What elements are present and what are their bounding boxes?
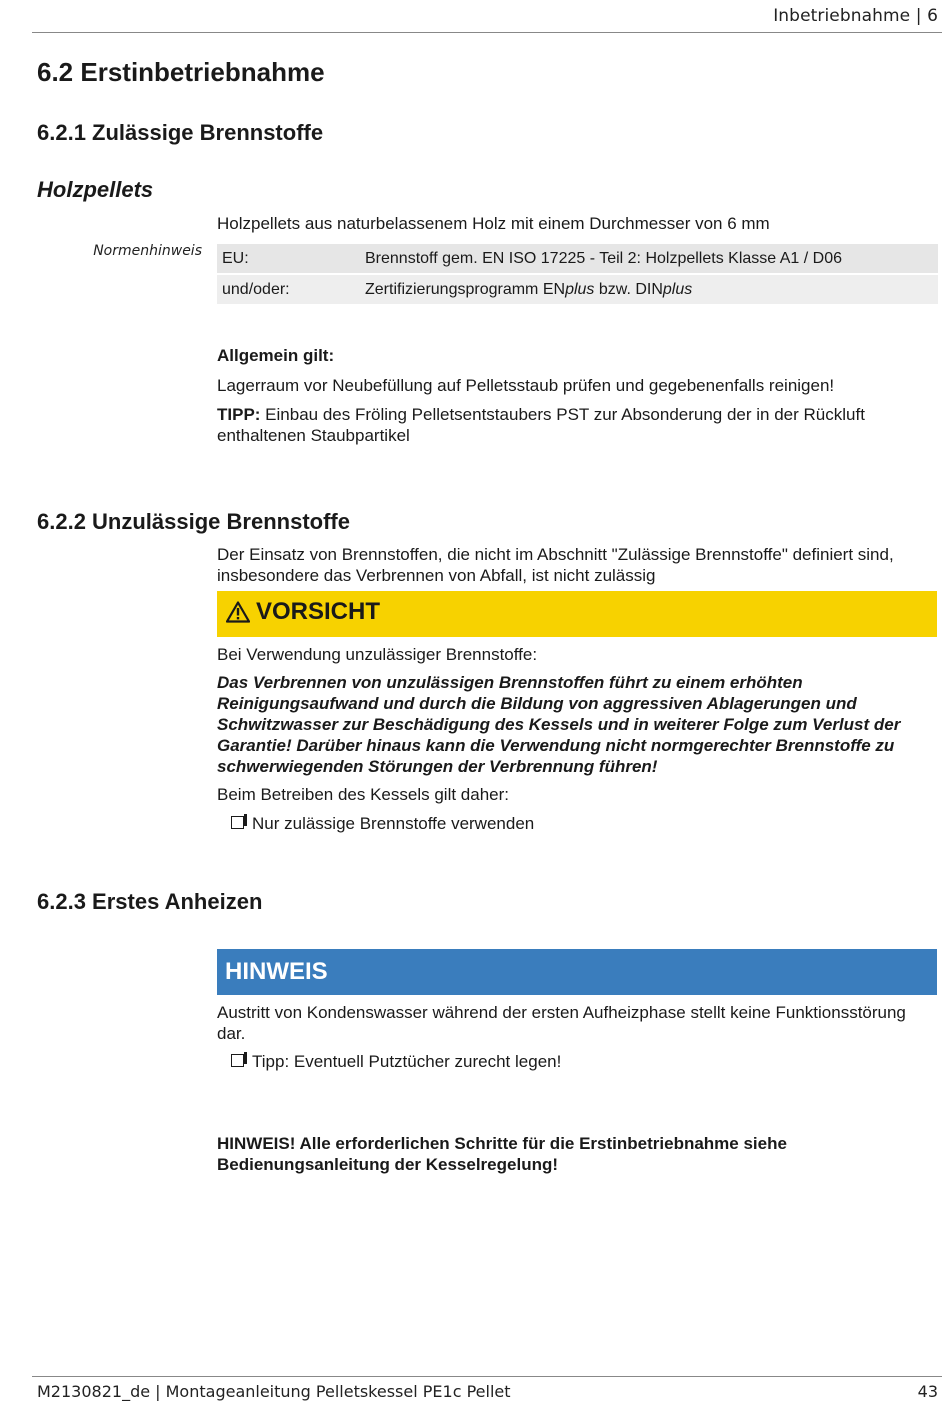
table-cell-label: EU:: [217, 244, 360, 274]
page-number: 43: [917, 1382, 938, 1401]
tip-label: TIPP:: [217, 405, 261, 424]
cert-text-part: Zertifizierungsprogramm EN: [365, 280, 566, 298]
general-heading: Allgemein gilt:: [217, 346, 335, 365]
wood-pellets-heading: Holzpellets: [37, 177, 154, 202]
subsection-title-prohibited-fuels: 6.2.2 Unzulässige Brennstoffe: [37, 509, 350, 534]
tip-text: Einbau des Fröling Pelletsentstaubers PST zur Absonderung der in der Rückluft enthaltenen Staubpartikel: [217, 405, 865, 445]
general-text: Lagerraum vor Neubefüllung auf Pelletsstaub prüfen und gegebenenfalls reinigen!: [217, 376, 835, 395]
standards-table: [217, 244, 938, 304]
table-cell-value: [360, 274, 938, 304]
caution-body: Das Verbrennen von unzulässigen Brennstoffen führt zu einem erhöhten Reinigungsaufwand und durch die Bildung von aggressiven Ablagerungen und Schwitzwasser zur Beschädigung des Kessels und in weiterer Folge zum Verlust der Garantie! Darüber hinaus kann die Verwendung nicht normgerechter Brennstoffe zu schwerwiegenden Störungen der Verbrennung führen!: [217, 673, 901, 776]
notice-text: Austritt von Kondenswasser während der ersten Aufheizphase stellt keine Funktionsstörung dar.: [217, 1003, 906, 1043]
notice-action-text: Tipp: Eventuell Putztücher zurecht legen!: [252, 1052, 562, 1071]
cert-text-part: bzw. DIN: [594, 280, 663, 298]
running-header: Inbetriebnahme | 6: [773, 6, 938, 26]
final-notice: HINWEIS! Alle erforderlichen Schritte für die Erstinbetriebnahme siehe Bedienungsanleitung der Kesselregelung!: [217, 1134, 787, 1174]
notice-title: HINWEIS: [225, 958, 328, 985]
footer-rule: [32, 1376, 942, 1377]
table-cell-value: Brennstoff gem. EN ISO 17225 - Teil 2: Holzpellets Klasse A1 / D06: [360, 244, 938, 274]
header-rule: [32, 32, 942, 33]
wood-pellets-intro: Holzpellets aus naturbelassenem Holz mit einem Durchmesser von 6 mm: [217, 214, 770, 233]
action-checkbox-icon: [231, 1054, 244, 1067]
cert-plus-italic: plus: [662, 280, 693, 298]
standards-side-note: Normenhinweis: [93, 243, 202, 259]
subsection-title-allowed-fuels: 6.2.1 Zulässige Brennstoffe: [37, 120, 324, 145]
warning-triangle-icon: [226, 601, 250, 623]
tip-paragraph: [217, 404, 932, 446]
table-row: [217, 244, 938, 274]
footer-document-id: M2130821_de | Montageanleitung Pelletskessel PE1c Pellet: [37, 1382, 511, 1401]
prohibited-intro: Der Einsatz von Brennstoffen, die nicht im Abschnitt "Zulässige Brennstoffe" definiert sind, insbesondere das Verbrennen von Abfall, ist nicht zulässig: [217, 545, 894, 585]
action-item: [231, 813, 931, 834]
therefore-text: Beim Betreiben des Kessels gilt daher:: [217, 785, 509, 804]
caution-title: VORSICHT: [256, 598, 381, 625]
subsection-title-first-heating: 6.2.3 Erstes Anheizen: [37, 889, 263, 914]
caution-lead: Bei Verwendung unzulässiger Brennstoffe:: [217, 645, 538, 664]
section-title: 6.2 Erstinbetriebnahme: [37, 57, 325, 87]
cert-plus-italic: plus: [565, 280, 595, 298]
table-row: [217, 274, 938, 304]
notice-action-item: [231, 1051, 931, 1072]
table-cell-label: und/oder:: [222, 280, 290, 298]
action-text: Nur zulässige Brennstoffe verwenden: [252, 814, 535, 833]
action-checkbox-icon: [231, 816, 244, 829]
